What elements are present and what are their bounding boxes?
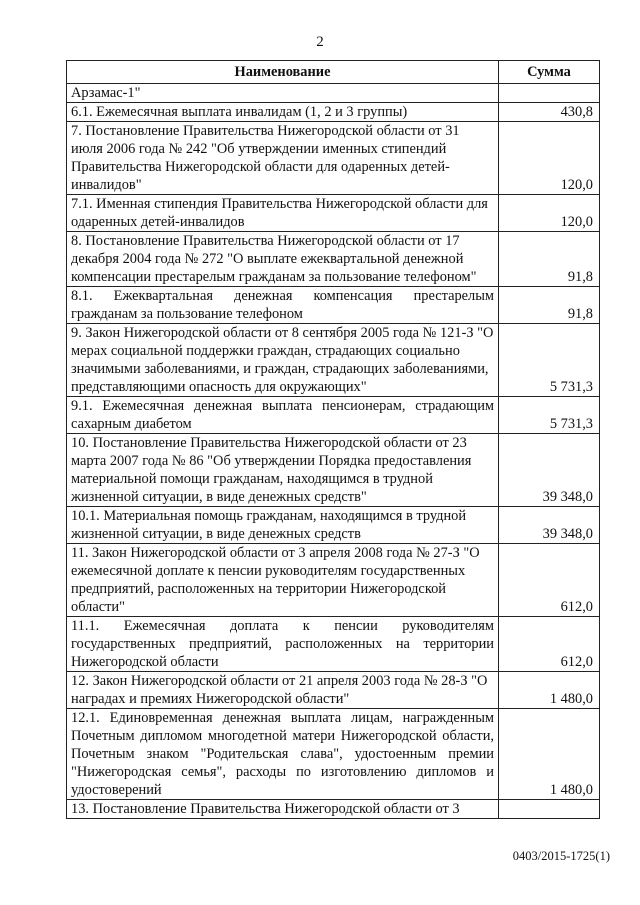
column-header-name: Наименование: [67, 61, 499, 84]
table-row: [67, 800, 600, 819]
table-row: [67, 397, 600, 434]
row-name-cell: 9. Закон Нижегородской области от 8 сентября 2005 года № 121-З "О мерах социальной поддержки граждан, страдающих социально значимыми заболеваниями, и граждан, страдающих заболеваниями, представляющими опасность для окружающих": [67, 324, 499, 397]
expenditure-table: [66, 60, 600, 819]
row-name-cell: 8. Постановление Правительства Нижегородской области от 17 декабря 2004 года № 272 "О выплате ежеквартальной денежной компенсации престарелым гражданам за пользование телефоном": [67, 232, 499, 287]
row-amount-cell: [499, 800, 600, 819]
column-header-amount: Сумма: [499, 61, 600, 84]
row-amount-cell: 1 480,0: [499, 672, 600, 709]
table-row: [67, 544, 600, 617]
table-row: [67, 709, 600, 800]
row-name-cell: 6.1. Ежемесячная выплата инвалидам (1, 2 и 3 группы): [67, 103, 499, 122]
row-name-cell: Арзамас-1": [67, 84, 499, 103]
row-name-cell: 7. Постановление Правительства Нижегородской области от 31 июля 2006 года № 242 "Об утверждении именных стипендий Правительства Нижегородской области для одаренных детей-инвалидов": [67, 122, 499, 195]
row-name-cell: 12. Закон Нижегородской области от 21 апреля 2003 года № 28-З "О наградах и премиях Нижегородской области": [67, 672, 499, 709]
row-name-cell: 7.1. Именная стипендия Правительства Нижегородской области для одаренных детей-инвалидов: [67, 195, 499, 232]
row-amount-cell: 1 480,0: [499, 709, 600, 800]
row-amount-cell: 612,0: [499, 544, 600, 617]
row-name-cell: 9.1. Ежемесячная денежная выплата пенсионерам, страдающим сахарным диабетом: [67, 397, 499, 434]
table-row: [67, 617, 600, 672]
document-code: 0403/2015-1725(1): [512, 849, 610, 863]
row-name-cell: 13. Постановление Правительства Нижегородской области от 3: [67, 800, 499, 819]
table-header-row: [67, 61, 600, 84]
table-row: [67, 287, 600, 324]
row-amount-cell: 120,0: [499, 195, 600, 232]
table-row: [67, 84, 600, 103]
page-number: 2: [316, 34, 324, 50]
table-row: [67, 434, 600, 507]
row-amount-cell: 5 731,3: [499, 324, 600, 397]
row-amount-cell: 39 348,0: [499, 434, 600, 507]
table-row: [67, 195, 600, 232]
table-body: [67, 84, 600, 819]
row-amount-cell: 430,8: [499, 103, 600, 122]
row-name-cell: 10. Постановление Правительства Нижегородской области от 23 марта 2007 года № 86 "Об утверждении Порядка предоставления материальной помощи гражданам, находящимся в трудной жизненной ситуации, в виде денежных средств": [67, 434, 499, 507]
table-row: [67, 507, 600, 544]
row-amount-cell: 612,0: [499, 617, 600, 672]
table-row: [67, 232, 600, 287]
row-name-cell: 8.1. Ежеквартальная денежная компенсация престарелым гражданам за пользование телефоном: [67, 287, 499, 324]
row-name-cell: 11.1. Ежемесячная доплата к пенсии руководителям государственных предприятий, расположенных на территории Нижегородской области: [67, 617, 499, 672]
row-amount-cell: 5 731,3: [499, 397, 600, 434]
row-amount-cell: 91,8: [499, 287, 600, 324]
row-amount-cell: 39 348,0: [499, 507, 600, 544]
row-amount-cell: 120,0: [499, 122, 600, 195]
row-name-cell: 11. Закон Нижегородской области от 3 апреля 2008 года № 27-З "О ежемесячной доплате к пенсии руководителям государственных предприятий, расположенных на территории Нижегородской области": [67, 544, 499, 617]
table-row: [67, 122, 600, 195]
table-row: [67, 103, 600, 122]
row-name-cell: 12.1. Единовременная денежная выплата лицам, награжденным Почетным дипломом многодетной матери Нижегородской области, Почетным знаком "Родительская слава", удостоенным премии "Нижегородская семья", расходы по изготовлению дипломов и удостоверений: [67, 709, 499, 800]
row-amount-cell: 91,8: [499, 232, 600, 287]
table-row: [67, 672, 600, 709]
row-name-cell: 10.1. Материальная помощь гражданам, находящимся в трудной жизненной ситуации, в виде денежных средств: [67, 507, 499, 544]
table-row: [67, 324, 600, 397]
row-amount-cell: [499, 84, 600, 103]
